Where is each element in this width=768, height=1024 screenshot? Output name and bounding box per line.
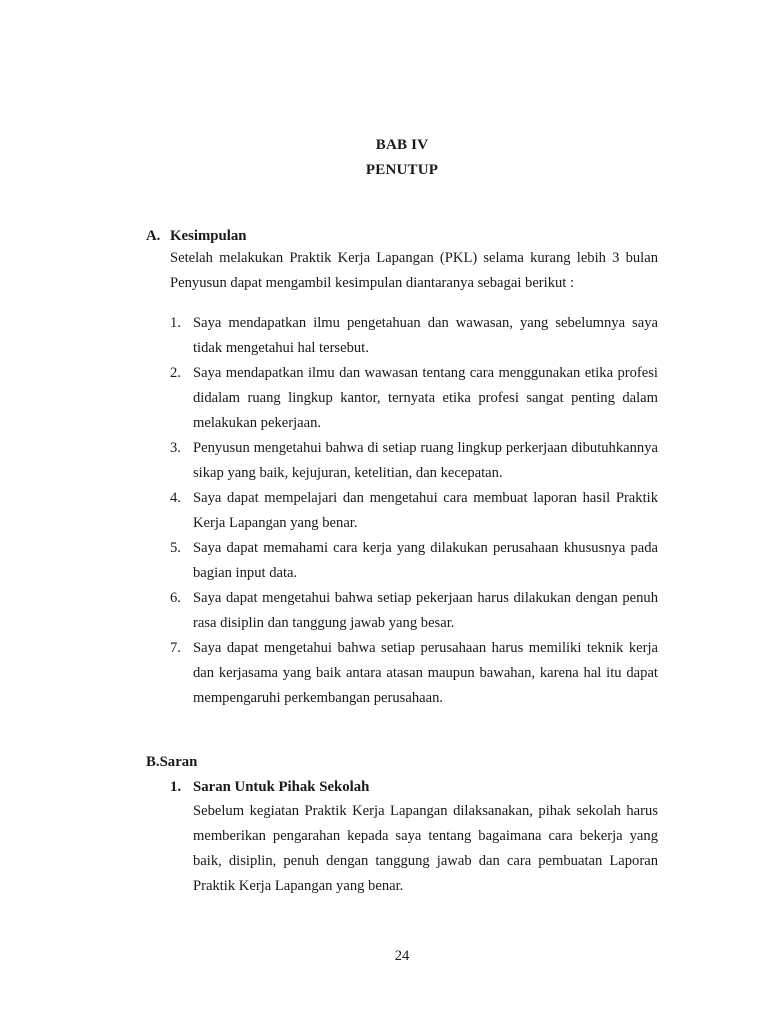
list-item-text: Saya dapat mengetahui bahwa setiap perusahaan harus memiliki teknik kerja dan kerjasama yang baik antara atasan maupun bawahan, karena hal itu dapat mempengaruhi perkembangan perusahaan. bbox=[193, 640, 658, 706]
chapter-title: PENUTUP bbox=[365, 162, 439, 178]
list-item-text: Saya mendapatkan ilmu dan wawasan tentang cara menggunakan etika profesi didalam ruang lingkup kantor, ternyata etika profesi sangat penting dalam melakukan pekerjaan. bbox=[193, 365, 658, 431]
section-b1-title: Saran Untuk Pihak Sekolah bbox=[193, 779, 370, 795]
list-item-number: 6. bbox=[170, 590, 181, 606]
section-b1-label: 1. bbox=[170, 779, 182, 795]
list-item bbox=[170, 361, 658, 436]
page-number: 24 bbox=[394, 948, 410, 964]
list-item bbox=[170, 311, 658, 361]
list-item-text: Penyusun mengetahui bahwa di setiap ruang lingkup perkerjaan dibutuhkannya sikap yang baik, kejujuran, ketelitian, dan kecepatan. bbox=[193, 440, 658, 481]
list-item-number: 4. bbox=[170, 490, 181, 506]
list-item-number: 5. bbox=[170, 540, 181, 556]
list-item-text: Saya dapat memahami cara kerja yang dilakukan perusahaan khususnya pada bagian input data. bbox=[193, 540, 658, 581]
list-item bbox=[170, 536, 658, 586]
section-a-heading bbox=[146, 226, 246, 246]
chapter-number: BAB IV bbox=[375, 137, 429, 153]
list-item-number: 3. bbox=[170, 440, 181, 456]
conclusion-list bbox=[170, 311, 658, 711]
list-item bbox=[170, 636, 658, 711]
list-item-number: 7. bbox=[170, 640, 181, 656]
section-a-label: A. bbox=[146, 228, 161, 244]
section-a-title: Kesimpulan bbox=[170, 228, 247, 244]
section-b1-text: Sebelum kegiatan Praktik Kerja Lapangan dilaksanakan, pihak sekolah harus memberikan pengarahan kepada saya tentang bagaimana cara bekerja yang baik, disiplin, penuh dengan tanggung jawab dan cara pembuatan Laporan Praktik Kerja Lapangan yang benar. bbox=[193, 803, 658, 894]
list-item-text: Saya dapat mengetahui bahwa setiap pekerjaan harus dilakukan dengan penuh rasa disiplin dan tanggung jawab yang besar. bbox=[193, 590, 658, 631]
list-item bbox=[170, 586, 658, 636]
list-item bbox=[170, 436, 658, 486]
section-b1-heading bbox=[170, 777, 369, 797]
list-item-number: 1. bbox=[170, 315, 181, 331]
section-a-intro: Setelah melakukan Praktik Kerja Lapangan (PKL) selama kurang lebih 3 bulan Penyusun dapat mengambil kesimpulan diantaranya sebagai berikut : bbox=[170, 250, 658, 291]
list-item bbox=[170, 486, 658, 536]
list-item-text: Saya mendapatkan ilmu pengetahuan dan wawasan, yang sebelumnya saya tidak mengetahui hal tersebut. bbox=[193, 315, 658, 356]
list-item-text: Saya dapat mempelajari dan mengetahui cara membuat laporan hasil Praktik Kerja Lapangan yang benar. bbox=[193, 490, 658, 531]
list-item-number: 2. bbox=[170, 365, 181, 381]
section-b-heading: B.Saran bbox=[146, 754, 198, 770]
